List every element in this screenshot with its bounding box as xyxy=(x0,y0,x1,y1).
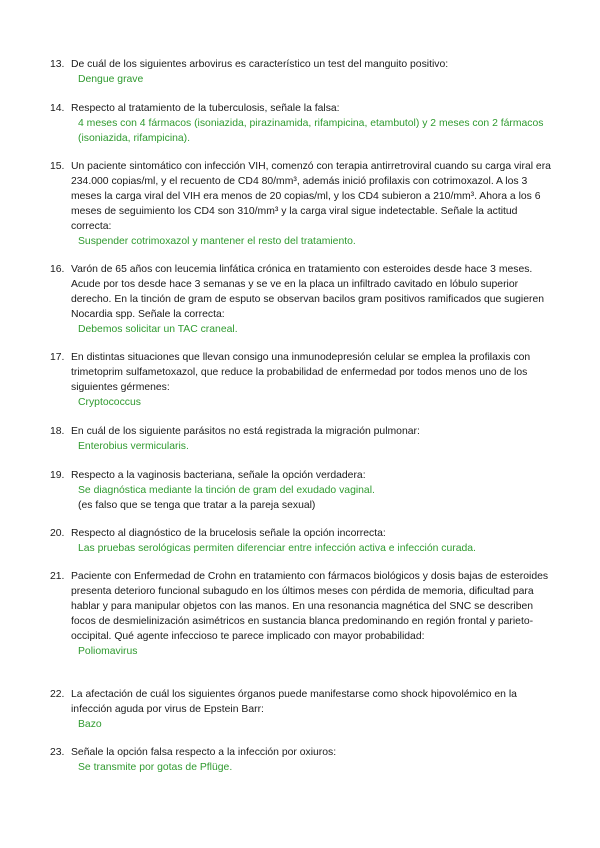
question-number: 18. xyxy=(50,426,65,437)
question-number: 22. xyxy=(50,689,65,700)
question-stem: En distintas situaciones que llevan consigo una inmunodepresión celular se emplea la profilaxis con trimetoprim sulfametoxazol, que reduce la probabilidad de enfermedad por todos menos uno de los siguientes gérmenes: xyxy=(71,352,531,393)
question-stem: Varón de 65 años con leucemia linfática crónica en tratamiento con esteroides desde hace 3 meses. Acude por tos desde hace 3 semanas y se ve en la placa un infiltrado cavitado en lóbulo superior derecho. En la tinción de gram de esputo se observan bacilos gram positivos ramificados que sugieren Nocardia spp. Señale la correcta: xyxy=(71,264,545,320)
question-answer: Dengue grave xyxy=(78,74,144,85)
question-answer: Debemos solicitar un TAC craneal. xyxy=(78,324,238,335)
question-number: 20. xyxy=(50,528,65,539)
question-answer: 4 meses con 4 fármacos (isoniazida, pirazinamida, rifampicina, etambutol) y 2 meses con 2 fármacos (isoniazida, rifampicina). xyxy=(78,118,544,144)
question-stem: Respecto al diagnóstico de la brucelosis señale la opción incorrecta: xyxy=(71,528,386,539)
answer-note: (es falso que se tenga que tratar a la pareja sexual) xyxy=(78,500,316,511)
question-stem: De cuál de los siguientes arbovirus es característico un test del manguito positivo: xyxy=(71,59,449,70)
question-number: 21. xyxy=(50,571,65,582)
question-stem: La afectación de cuál los siguientes órganos puede manifestarse como shock hipovolémico en la infección aguda por virus de Epstein Barr: xyxy=(71,689,517,715)
question-answer: Enterobius vermicularis. xyxy=(78,441,189,452)
question-stem: Paciente con Enfermedad de Crohn en tratamiento con fármacos biológicos y dosis bajas de esteroides presenta deterioro funcional subagudo en los últimos meses con pérdida de memoria, dificultad para hablar y para manipular objetos con las manos. En una resonancia magnética del SNC se describen focos de desmielinización asimétricos en sustancia blanca predominando en región frontal y parieto-occipital. Qué agente infeccioso te parece implicado con mayor probabilidad: xyxy=(71,571,549,642)
question-number: 14. xyxy=(50,103,65,114)
question-number: 19. xyxy=(50,470,65,481)
question-stem: Respecto al tratamiento de la tuberculosis, señale la falsa: xyxy=(71,103,340,114)
question-23 xyxy=(50,745,555,775)
question-answer: Bazo xyxy=(78,719,102,730)
question-stem: En cuál de los siguiente parásitos no está registrada la migración pulmonar: xyxy=(71,426,420,437)
question-stem: Señale la opción falsa respecto a la infección por oxiuros: xyxy=(71,747,337,758)
question-answer: Poliomavirus xyxy=(78,646,138,657)
question-16 xyxy=(50,262,555,337)
question-21 xyxy=(50,569,555,659)
question-17 xyxy=(50,350,555,410)
question-number: 17. xyxy=(50,352,65,363)
question-number: 16. xyxy=(50,264,65,275)
question-15 xyxy=(50,159,555,249)
question-answer: Cryptococcus xyxy=(78,397,141,408)
question-answer: Se diagnóstica mediante la tinción de gram del exudado vaginal. xyxy=(78,485,375,496)
question-answer: Las pruebas serológicas permiten diferenciar entre infección activa e infección curada. xyxy=(78,543,476,554)
question-answer: Se transmite por gotas de Pflüge. xyxy=(78,762,233,773)
question-stem: Respecto a la vaginosis bacteriana, señale la opción verdadera: xyxy=(71,470,366,481)
question-stem: Un paciente sintomático con infección VIH, comenzó con terapia antirretroviral cuando su carga viral era 234.000 copias/ml, y el recuento de CD4 80/mm³, además inició profilaxis con cotrimoxazol. A los 3 meses la carga viral del VIH era menos de 20 copias/ml, y los CD4 subieron a 210/mm³. Ahora a los 6 meses de seguimiento los CD4 son 310/mm³ y la carga viral sigue indetectable. Señale la actitud correcta: xyxy=(71,161,551,232)
question-14 xyxy=(50,101,555,146)
question-22 xyxy=(50,687,555,732)
question-number: 13. xyxy=(50,59,65,70)
question-13 xyxy=(50,57,555,87)
question-number: 15. xyxy=(50,161,65,172)
question-number: 23. xyxy=(50,747,65,758)
question-18 xyxy=(50,424,555,454)
question-answer: Suspender cotrimoxazol y mantener el resto del tratamiento. xyxy=(78,236,356,247)
question-20 xyxy=(50,526,555,556)
question-19 xyxy=(50,468,555,513)
